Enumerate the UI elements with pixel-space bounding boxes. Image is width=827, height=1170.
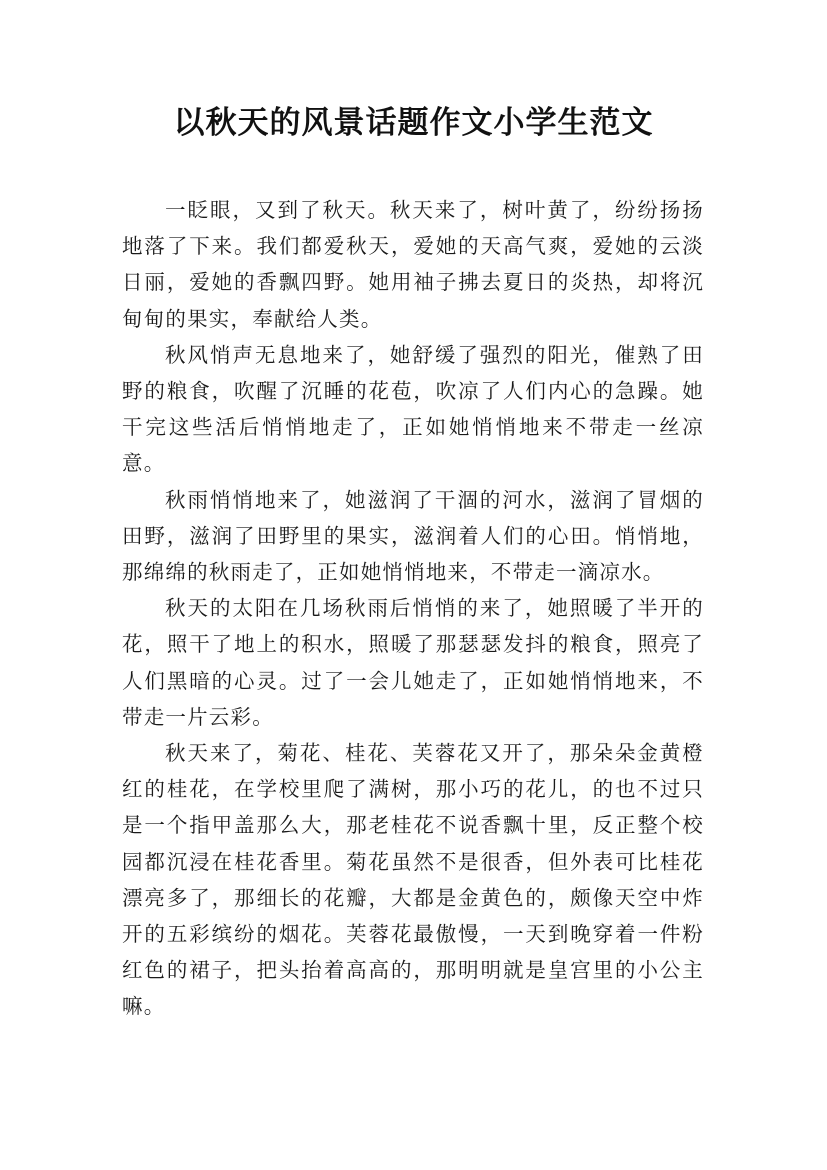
paragraph-2: 秋风悄声无息地来了，她舒缓了强烈的阳光，催熟了田野的粮食，吹醒了沉睡的花苞，吹凉了人们内心的急躁。她干完这些活后悄悄地走了，正如她悄悄地来不带走一丝凉意。 [122,342,704,476]
document-title: 以秋天的风景话题作文小学生范文 [173,105,654,141]
paragraph-4: 秋天的太阳在几场秋雨后悄悄的来了，她照暖了半开的花，照干了地上的积水，照暖了那瑟瑟发抖的粮食，照亮了人们黑暗的心灵。过了一会儿她走了，正如她悄悄地来，不带走一片云彩。 [122,596,704,729]
paragraph-3: 秋雨悄悄地来了，她滋润了干涸的河水，滋润了冒烟的田野，滋润了田野里的果实，滋润着人们的心田。悄悄地，那绵绵的秋雨走了，正如她悄悄地来，不带走一滴凉水。 [122,487,704,585]
paragraph-5: 秋天来了，菊花、桂花、芙蓉花又开了，那朵朵金黄橙红的桂花，在学校里爬了满树，那小巧的花儿，的也不过只是一个指甲盖那么大，那老桂花不说香飘十里，反正整个校园都沉浸在桂花香里。菊花虽然不是很香，但外表可比桂花漂亮多了，那细长的花瓣，大都是金黄色的，颇像天空中炸开的五彩缤纷的烟花。芙蓉花最傲慢，一天到晚穿着一件粉红色的裙子，把头抬着高高的，那明明就是皇宫里的小公主嘛。 [122,741,704,1019]
document-body [122,192,704,1025]
paragraph-1: 一眨眼，又到了秋天。秋天来了，树叶黄了，纷纷扬扬地落了下来。我们都爱秋天，爱她的天高气爽，爱她的云淡日丽，爱她的香飘四野。她用袖子拂去夏日的炎热，却将沉甸甸的果实，奉献给人类。 [122,198,704,331]
